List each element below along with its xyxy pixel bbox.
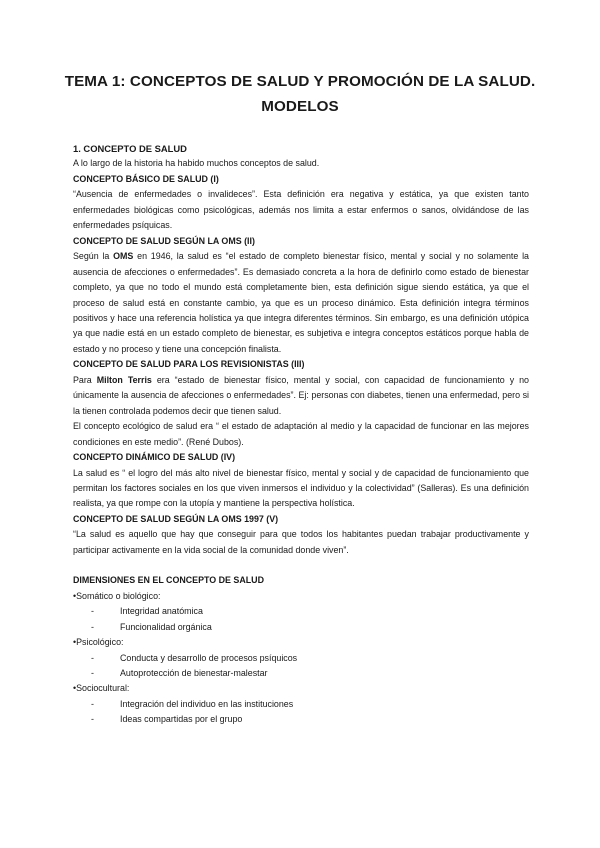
list-item: •Somático o biológico: — [73, 590, 161, 601]
bullet-icon: • — [73, 683, 77, 694]
list-item: •Sociocultural: — [73, 683, 130, 694]
heading-concepto-dinamico: CONCEPTO DINÁMICO DE SALUD (IV) — [73, 452, 236, 463]
milton-terris-bold: Milton Terris — [96, 374, 152, 385]
heading-concepto-basico: CONCEPTO BÁSICO DE SALUD (I) — [73, 173, 219, 184]
dash-icon: - — [91, 714, 94, 725]
heading-dimensiones: DIMENSIONES EN EL CONCEPTO DE SALUD — [73, 575, 265, 586]
dash-icon: - — [91, 652, 94, 663]
oms-bold-term: OMS — [113, 251, 134, 262]
dash-icon: - — [91, 667, 94, 678]
list-subitem: - Conducta y desarrollo de procesos psíquicos — [73, 651, 529, 666]
list-subitem: - Integridad anatómica — [73, 604, 529, 619]
paragraph-concepto-dinamico: La salud es “ el logro del más alto nivel de bienestar físico, mental y social y de capacidad de funcionamiento que permitan los factores sociales en los que viven inmersos el individuo y la colectividad” (Salleras). Es una definición realista, ya que rompe con la utopía y mantiene la perspectiva holística. — [73, 467, 529, 509]
dash-icon: - — [91, 698, 94, 709]
list-subitem: - Integración del individuo en las instituciones — [73, 697, 529, 712]
paragraph-concepto-ecologico: El concepto ecológico de salud era “ el estado de adaptación al medio y la capacidad de funcionar en las mejores condiciones en este medio”. (René Dubos). — [73, 421, 529, 447]
paragraph-concepto-oms-1997: “La salud es aquello que hay que conseguir para que todos los habitantes puedan trabajar productivamente y participar activamente en la vida social de la comunidad donde viven”. — [73, 529, 529, 555]
section-heading-concepto-salud: 1. CONCEPTO DE SALUD — [73, 143, 187, 154]
bullet-icon: • — [73, 637, 77, 648]
page-title: TEMA 1: CONCEPTOS DE SALUD Y PROMOCIÓN DE LA SALUD. MODELOS — [64, 73, 536, 115]
list-subitem: - Autoprotección de bienestar-malestar — [73, 666, 529, 681]
paragraph-concepto-oms: Según la OMS en 1946, la salud es “el estado de completo bienestar físico, mental y social y no solamente la ausencia de afecciones o enfermedades”. Es demasiado concreta a la hora de definirlo como estado de bienestar completo, ya que no todo el mundo está completamente bien, esta definición sigue siendo estática, ya que el proceso de salud está en constante cambio, ya que es un proceso dinámico. Esta definición integra términos positivos y hace una referencia holística ya que integra diferentes términos. Sin embargo, es una definición utópica ya que nadie está en un estado completo de bienestar, es subjetiva e integra conceptos estáticos porque habla de estado y no proceso y tiene una concepción finalista. — [73, 251, 529, 354]
dash-icon: - — [91, 621, 94, 632]
list-subitem: - Ideas compartidas por el grupo — [73, 712, 529, 727]
document-body — [73, 141, 529, 728]
paragraph-concepto-revisionistas: Para Milton Terris era “estado de bienestar físico, mental y social, con capacidad de funcionamiento y no únicamente la ausencia de afecciones o enfermedades”. Ej: personas con diabetes, tienen una enfermedad, pero si la tienen controlada podemos decir que tienen salud. — [73, 374, 529, 416]
heading-concepto-revisionistas: CONCEPTO DE SALUD PARA LOS REVISIONISTAS (III) — [73, 359, 305, 370]
heading-concepto-oms-1997: CONCEPTO DE SALUD SEGÚN LA OMS 1997 (V) — [73, 513, 279, 524]
dash-icon: - — [91, 606, 94, 617]
bullet-icon: • — [73, 590, 77, 601]
heading-concepto-oms: CONCEPTO DE SALUD SEGÚN LA OMS (II) — [73, 235, 255, 246]
list-subitem: - Funcionalidad orgánica — [73, 620, 529, 635]
paragraph-concepto-basico: “Ausencia de enfermedades o invalideces”. Esta definición era negativa y estática, ya que existen tanto enfermedades biológicas como psicológicas, además nos limita a estar enfermos o sanos, olvidándose de las enfermedades psíquicas. — [73, 189, 529, 231]
intro-paragraph: A lo largo de la historia ha habido muchos conceptos de salud. — [73, 158, 320, 169]
list-item: •Psicológico: — [73, 637, 124, 648]
